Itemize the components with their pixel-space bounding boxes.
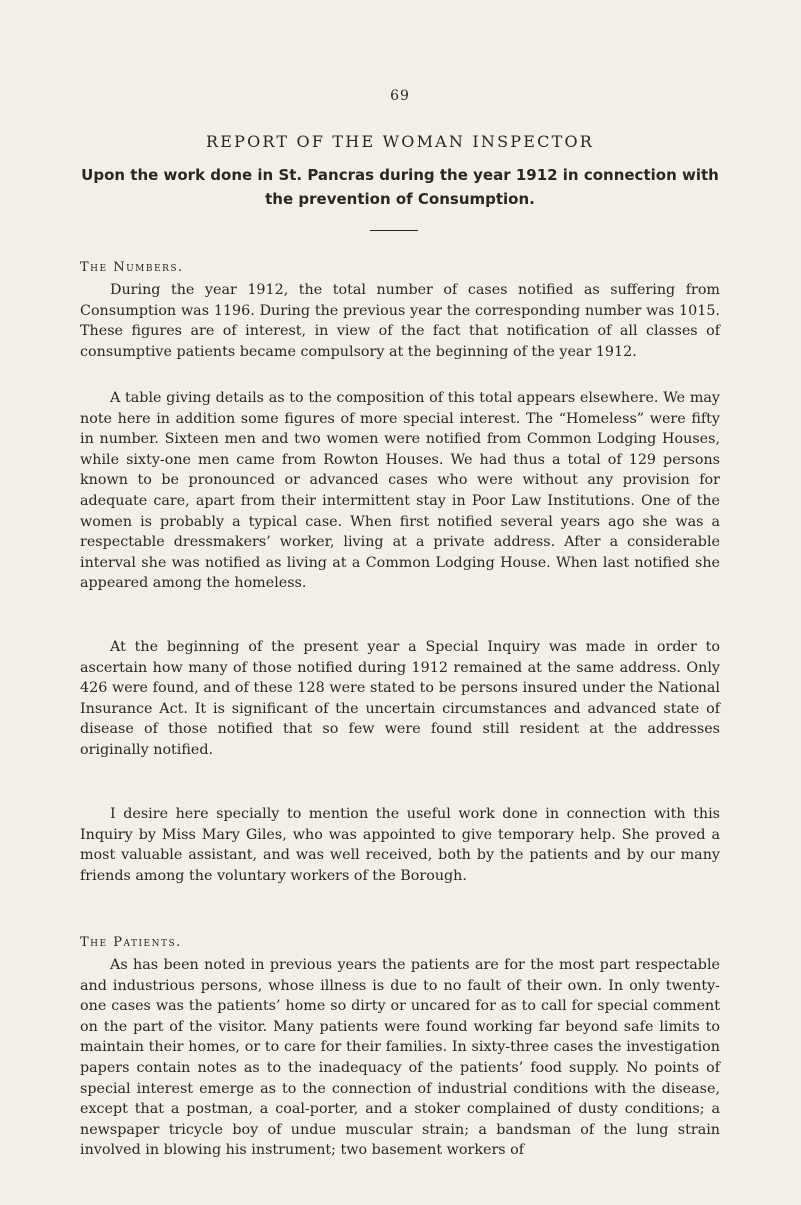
paragraph-patients-1: As has been noted in previous years the patients are for the most part respectable and industrious persons, whose illness is due to no fault of their own. In only twenty-one cases was the patients’ home so dirty or uncared for as to call for special comment on the part of the visitor. Many patients were found working far beyond safe limits to maintain their homes, or to care for their families. In sixty-three cases the investigation papers contain notes as to the inadequacy of the patients’ food supply. No points of special interest emerge as to the connection of industrial conditions with the disease, except that a postman, a coal-porter, and a stoker complained of dusty conditions; a newspaper tricycle boy of undue muscular strain; a bandsman of the lung strain involved in blowing his instrument; two basement workers of bbox=[80, 957, 720, 1159]
section-heading-patients: The Patients. bbox=[80, 935, 182, 950]
report-subtitle: Upon the work done in St. Pancras during the year 1912 in connection with the prevention of Consumption. bbox=[81, 166, 719, 208]
section-heading-numbers: The Numbers. bbox=[80, 260, 184, 275]
paragraph-numbers-3: At the beginning of the present year a Special Inquiry was made in order to ascertain how many of those notified during 1912 remained at the same address. Only 426 were found, and of these 128 were stated to be persons insured under the National Insurance Act. It is significant of the uncertain circumstances and advanced state of disease of those notified that so few were found still resident at the addresses originally notified. bbox=[80, 639, 720, 758]
paragraph-numbers-1: During the year 1912, the total number of cases notified as suffering from Consumption was 1196. During the previous year the corresponding number was 1015. These figures are of interest, in view of the fact that notification of all classes of consumptive patients became compulsory at the beginning of the year 1912. bbox=[80, 282, 720, 360]
page-number: 69 bbox=[390, 88, 410, 104]
title-divider bbox=[370, 230, 418, 231]
paragraph-numbers-2: A table giving details as to the composition of this total appears elsewhere. We may note here in addition some figures of more special interest. The “Homeless” were fifty in number. Sixteen men and two women were notified from Common Lodging Houses, while sixty-one men came from Rowton Houses. We had thus a total of 129 persons known to be pronounced or advanced cases who were without any provision for adequate care, apart from their intermittent stay in Poor Law Institutions. One of the women is probably a typical case. When first notified several years ago she was a respectable dressmakers’ worker, living at a private address. After a considerable interval she was notified as living at a Common Lodging House. When last notified she appeared among the homeless. bbox=[80, 390, 720, 592]
paragraph-numbers-4: I desire here specially to mention the useful work done in connection with this Inquiry by Miss Mary Giles, who was appointed to give temporary help. She proved a most valuable assistant, and was well received, both by the patients and by our many friends among the voluntary workers of the Borough. bbox=[80, 806, 720, 884]
report-title: REPORT OF THE WOMAN INSPECTOR bbox=[205, 132, 595, 151]
